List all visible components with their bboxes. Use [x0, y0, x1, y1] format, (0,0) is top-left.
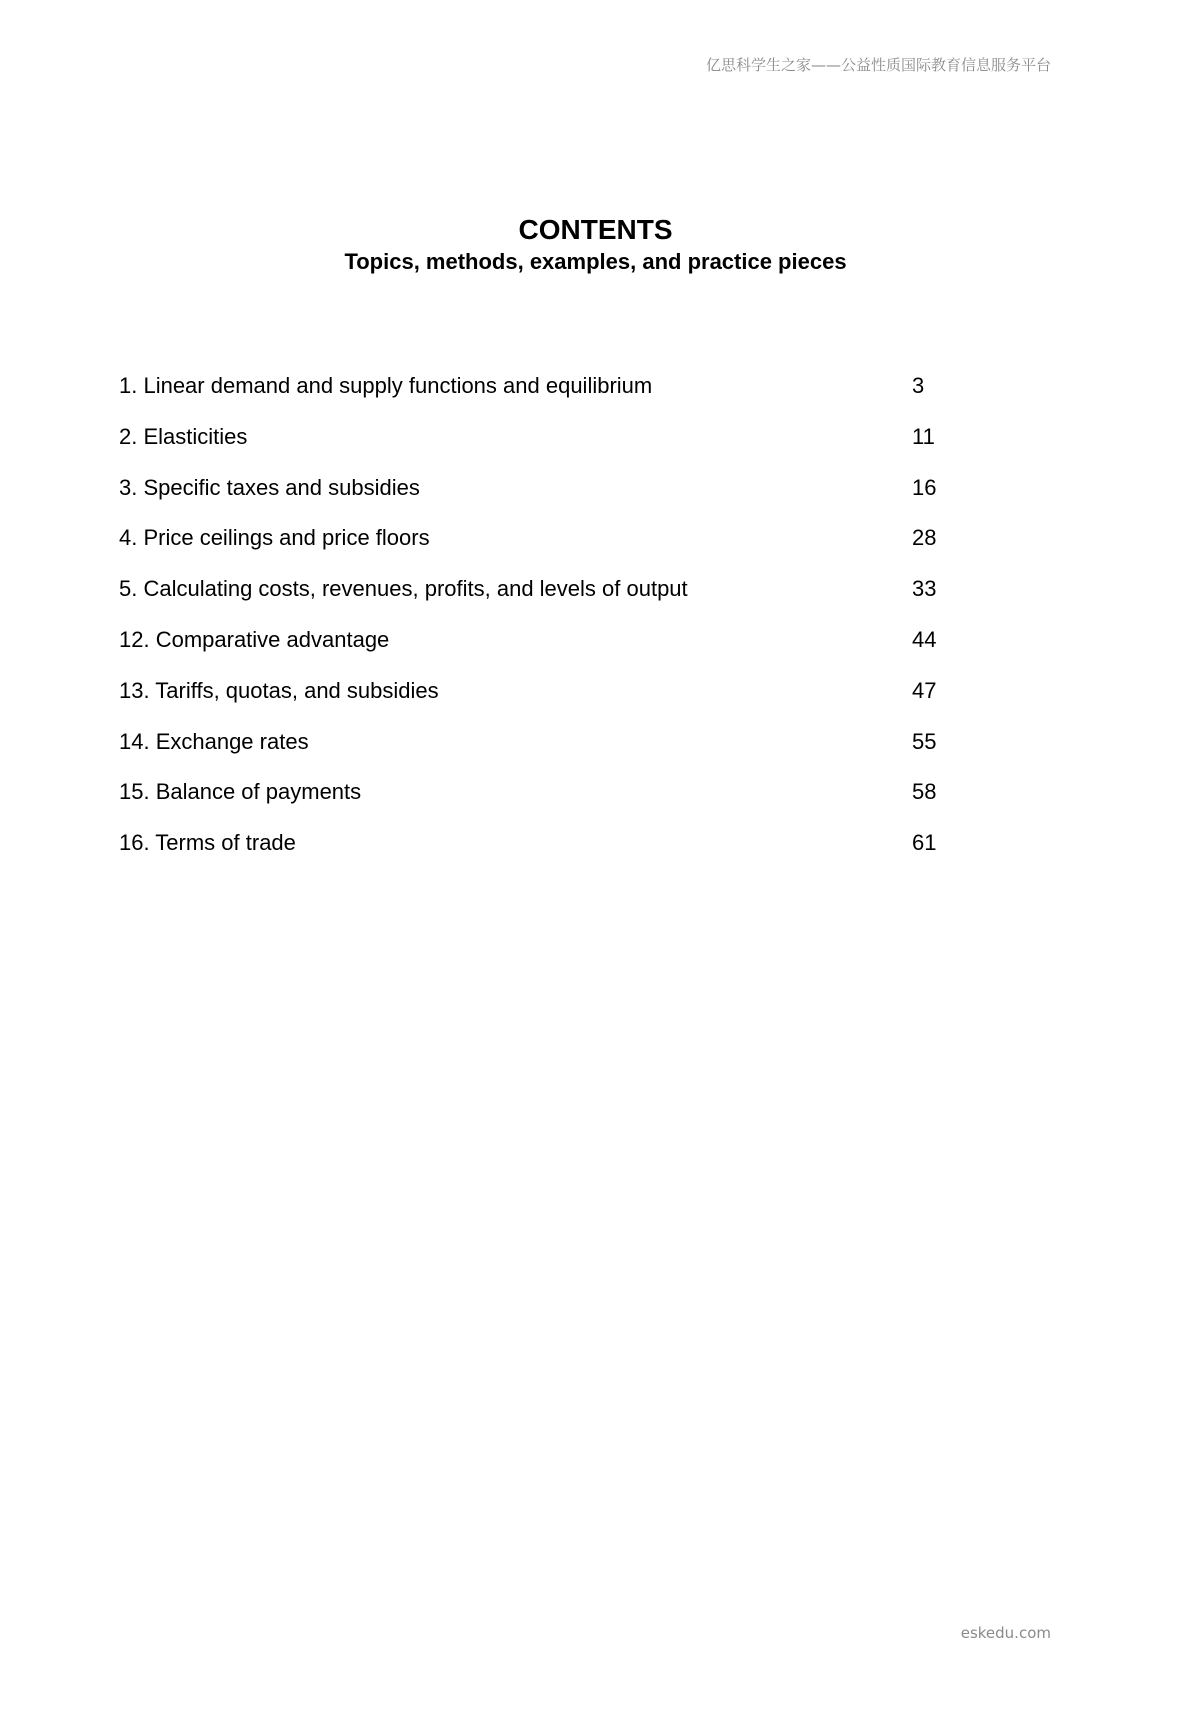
page-subtitle: Topics, methods, examples, and practice pieces [344, 249, 847, 274]
footer-watermark: eskedu.com [960, 1624, 1051, 1642]
header-watermark: 亿思科学生之家——公益性质国际教育信息服务平台 [705, 56, 1051, 74]
page-title: CONTENTS [518, 214, 673, 245]
toc-entry-page: 33 [912, 576, 937, 602]
toc-entry[interactable] [119, 624, 949, 675]
table-of-contents [119, 370, 949, 878]
toc-entry-page: 11 [912, 423, 935, 449]
toc-entry[interactable] [119, 726, 949, 777]
toc-entry[interactable] [119, 776, 949, 827]
toc-entry[interactable] [119, 573, 949, 624]
toc-entry-label: 15. Balance of payments [119, 779, 362, 805]
toc-entry[interactable] [119, 472, 949, 523]
toc-entry-page: 61 [912, 830, 937, 856]
toc-entry-label: 4. Price ceilings and price floors [119, 525, 430, 551]
toc-entry-label: 12. Comparative advantage [119, 626, 390, 652]
toc-entry-page: 16 [912, 474, 937, 500]
toc-entry-label: 14. Exchange rates [119, 728, 309, 754]
toc-entry-page: 47 [912, 677, 937, 703]
toc-entry[interactable] [119, 370, 949, 421]
toc-entry[interactable] [119, 675, 949, 726]
toc-entry-label: 2. Elasticities [119, 423, 248, 449]
toc-entry[interactable] [119, 827, 949, 878]
toc-entry-page: 58 [912, 779, 937, 805]
toc-entry-label: 16. Terms of trade [119, 830, 296, 856]
toc-entry-page: 44 [912, 626, 937, 652]
toc-entry-label: 3. Specific taxes and subsidies [119, 474, 420, 500]
toc-entry-label: 5. Calculating costs, revenues, profits, and levels of output [119, 576, 688, 602]
toc-entry-page: 28 [912, 525, 937, 551]
contents-heading [0, 214, 1191, 276]
toc-entry[interactable] [119, 421, 949, 472]
toc-entry-page: 55 [912, 728, 937, 754]
toc-entry-label: 13. Tariffs, quotas, and subsidies [119, 677, 439, 703]
toc-entry[interactable] [119, 522, 949, 573]
toc-entry-page: 3 [912, 373, 925, 398]
toc-entry-label: 1. Linear demand and supply functions and equilibrium [119, 373, 653, 398]
